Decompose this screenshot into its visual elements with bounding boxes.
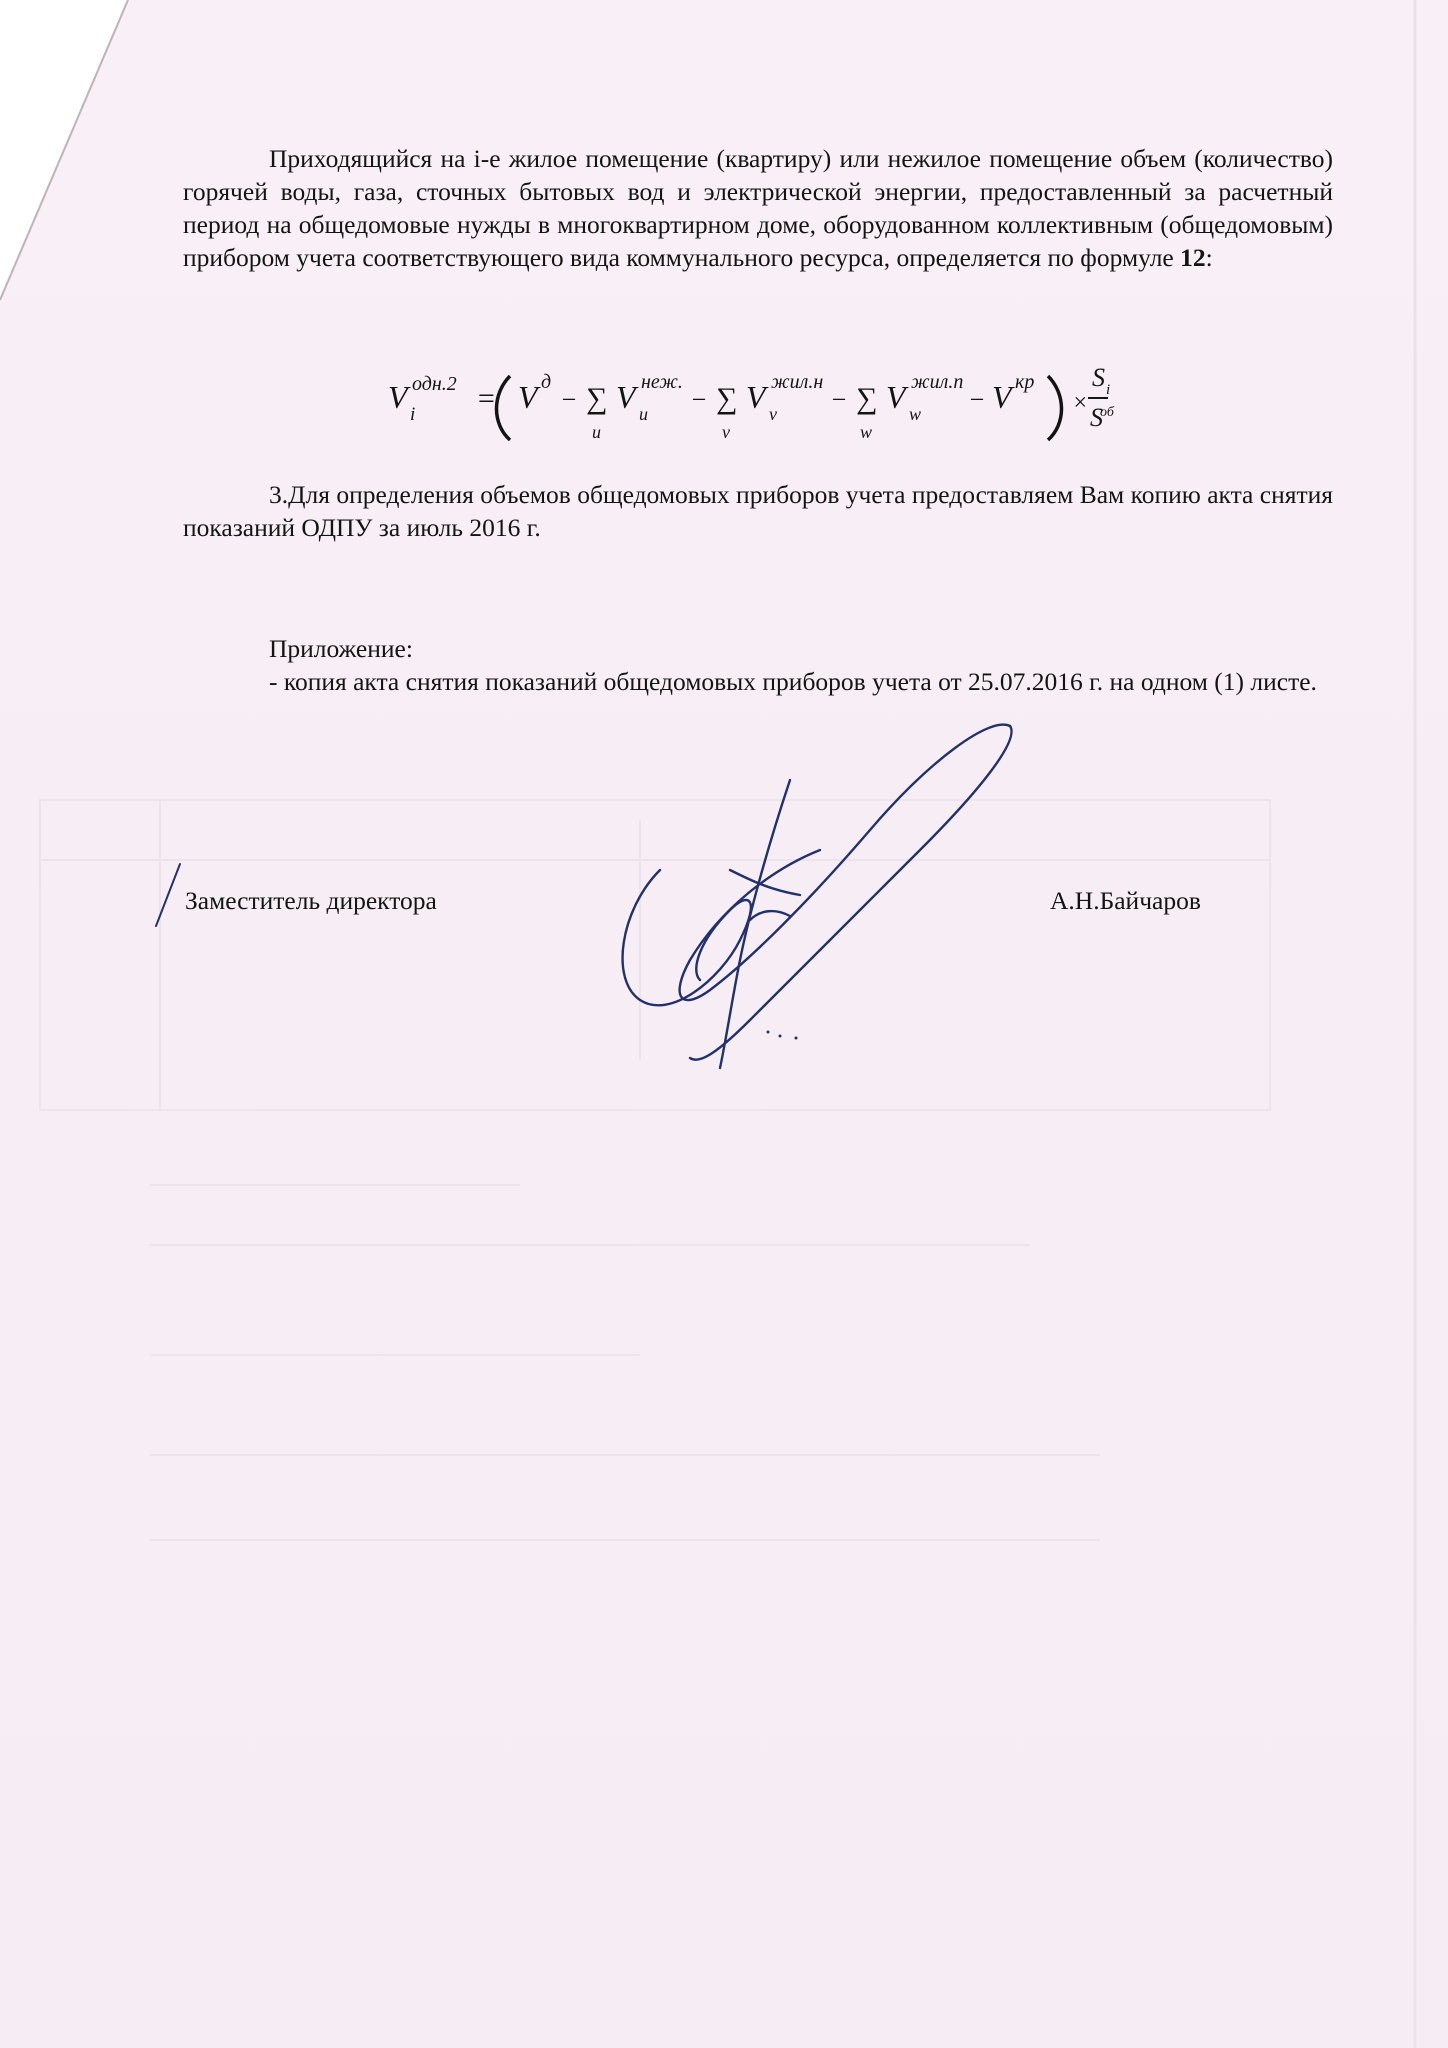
formula-term3-sup: жил.п xyxy=(911,371,964,393)
formula-term1-var: V xyxy=(616,379,636,415)
formula-lhs-sub: i xyxy=(410,404,416,425)
formula-term2-sub: v xyxy=(769,404,777,424)
formula-sum-3-index: w xyxy=(860,422,873,442)
signer-name: А.Н.Байчаров xyxy=(1050,886,1201,915)
formula-vd-var: V xyxy=(518,379,538,415)
formula-minus-4: − xyxy=(968,385,986,414)
formula-intro-colon: : xyxy=(1205,243,1213,272)
formula-left-paren xyxy=(497,376,511,440)
pen-stroke-mark xyxy=(150,860,190,930)
paragraph-odpu-copy: 3.Для определения объемов общедомовых приборов учета предоставляем Вам копию акта снятия показаний ОДПУ за июль 2016 г. xyxy=(183,480,1333,542)
formula-right-paren xyxy=(1048,376,1062,440)
paragraph-formula-intro-text: Приходящийся на i-е жилое помещение (квартиру) или нежилое помещение объем (количество) горячей воды, газа, сточных бытовых вод и электрической энергии, предоставленный за расчетный период на общедомовые нужды в многоквартирном доме, оборудованном коллективным (общедомовым) прибором учета соответствующего вида коммунального ресурса, определяется по формуле xyxy=(183,144,1333,272)
appendix-title: Приложение: xyxy=(269,634,413,663)
formula-sum-3: ∑ xyxy=(856,382,878,415)
formula-lhs-sup: одн.2 xyxy=(412,373,457,395)
formula-sum-1: ∑ xyxy=(586,382,608,415)
formula-minus-3: − xyxy=(830,385,848,414)
signer-title: Заместитель директора xyxy=(185,886,437,915)
formula-sum-1-index: u xyxy=(592,422,601,442)
formula-number: 12 xyxy=(1180,243,1206,272)
formula-equals: = xyxy=(476,382,497,415)
formula-term1-sub: u xyxy=(639,404,648,424)
formula-vkr-var: V xyxy=(992,379,1012,415)
formula-frac-num-sub: i xyxy=(1106,382,1111,398)
formula-minus-1: − xyxy=(560,385,578,414)
formula-frac-den-sup: об xyxy=(1100,405,1114,420)
formula-term3-var: V xyxy=(886,379,906,415)
formula-vkr-sup: кр xyxy=(1015,371,1035,393)
formula-frac-den: S xyxy=(1090,403,1103,432)
formula-times: × xyxy=(1072,390,1089,416)
handwritten-signature xyxy=(600,720,1030,1080)
formula-sum-2-index: v xyxy=(722,422,730,442)
formula-term1-sup: неж. xyxy=(641,371,683,393)
formula-term2-sup: жил.н xyxy=(771,371,824,393)
formula-lhs-var: V xyxy=(388,379,408,415)
paragraph-formula-intro xyxy=(183,142,1333,274)
formula-vd-sup: д xyxy=(541,371,552,393)
formula-sum-2: ∑ xyxy=(716,382,738,415)
formula-12 xyxy=(388,363,1114,442)
formula-term3-sub: w xyxy=(909,404,922,424)
formula-minus-2: − xyxy=(690,385,708,414)
appendix-item: - копия акта снятия показаний общедомовых приборов учета от 25.07.2016 г. на одном (1) листе. xyxy=(269,667,1317,696)
formula-frac-num: S xyxy=(1092,363,1105,392)
formula-term2-var: V xyxy=(746,379,766,415)
